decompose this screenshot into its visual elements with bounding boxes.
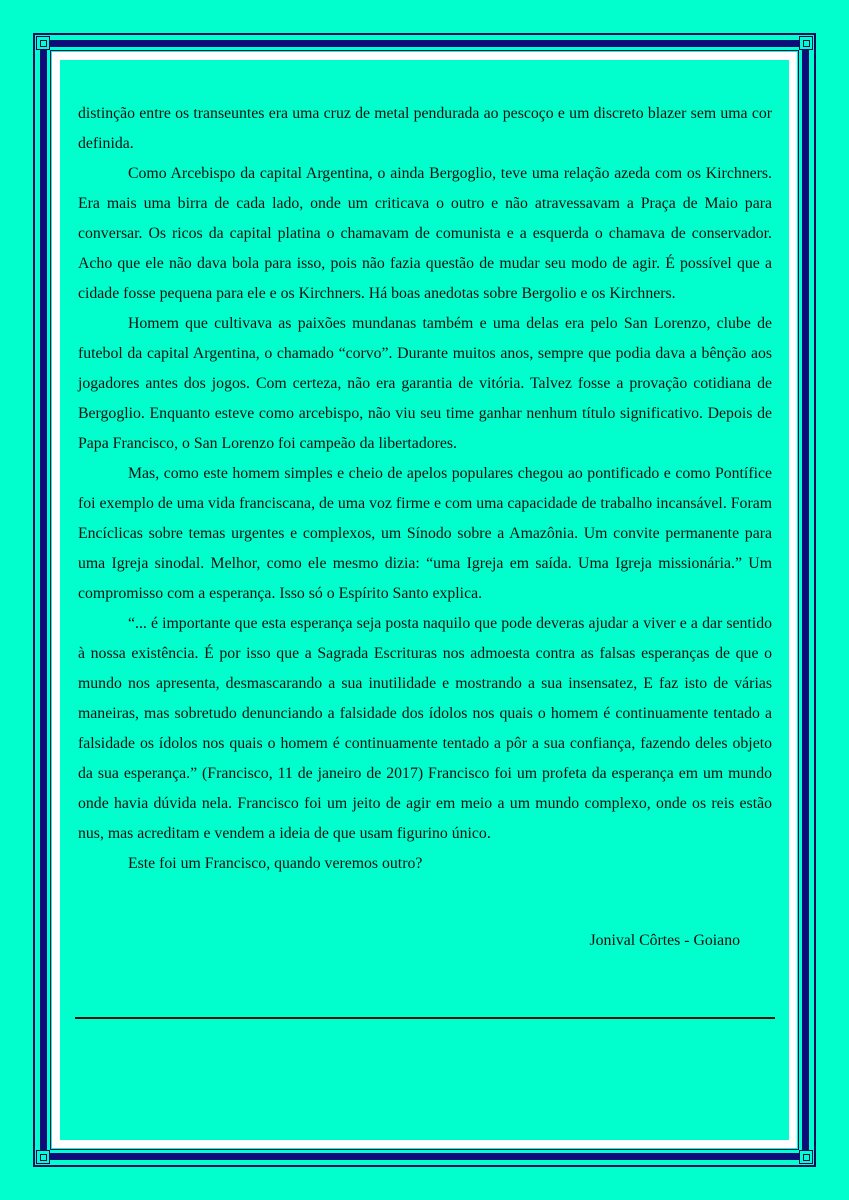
paragraph-san-lorenzo: Homem que cultivava as paixões mundanas também e uma delas era pelo San Lorenzo, clube de futebol da capital Argentina, o chamado “corvo”. Durante muitos anos, sempre que podia dava a bênção aos jogadores antes dos jogos. Com certeza, não era garantia de vitória. Talvez fosse a provação cotidiana de Bergoglio. Enquanto esteve como arcebispo, não viu seu time ganhar nenhum título significativo. Depois de Papa Francisco, o San Lorenzo foi campeão da libertadores. bbox=[78, 315, 772, 452]
author-signature: Jonival Côrtes - Goiano bbox=[589, 932, 740, 949]
paragraph-kirchners: Como Arcebispo da capital Argentina, o ainda Bergoglio, teve uma relação azeda com os Kirchners. Era mais uma birra de cada lado, onde um criticava o outro e não atravessavam a Praça de Maio para conversar. Os ricos da capital platina o chamavam de comunista e a esquerda o chamava de conservador. Acho que ele não dava bola para isso, pois não fazia questão de mudar seu modo de agir. É possível que a cidade fosse pequena para ele e os Kirchners. Há boas anedotas sobre Bergolio e os Kirchners. bbox=[78, 165, 772, 302]
border-corner-top-right bbox=[799, 36, 813, 50]
paragraph-continuation: distinção entre os transeuntes era uma cruz de metal pendurada ao pescoço e um discreto blazer sem uma cor definida. bbox=[78, 105, 772, 152]
border-corner-bottom-right bbox=[799, 1150, 813, 1164]
paragraph-pontificate: Mas, como este homem simples e cheio de apelos populares chegou ao pontificado e como Pontífice foi exemplo de uma vida franciscana, de uma voz firme e com uma capacidade de trabalho incansável. Foram Encíclicas sobre temas urgentes e complexos, um Sínodo sobre a Amazônia. Um convite permanente para uma Igreja sinodal. Melhor, como ele mesmo dizia: “uma Igreja em saída. Uma Igreja missionária.” Um compromisso com a esperança. Isso só o Espírito Santo explica. bbox=[78, 465, 772, 602]
paragraph-quote: “... é importante que esta esperança seja posta naquilo que pode deveras ajudar a viver e a dar sentido à nossa existência. É por isso que a Sagrada Escrituras nos admoesta contra as falsas esperanças de que o mundo nos apresenta, desmascarando a sua inutilidade e mostrando a sua insensatez, E faz isto de várias maneiras, mas sobretudo denunciando a falsidade dos ídolos nos quais o homem é continuamente tentado a falsidade os ídolos nos quais o homem é continuamente tentado a pôr a sua confiança, fazendo deles objeto da sua esperança.” (Francisco, 11 de janeiro de 2017) Francisco foi um profeta da esperança em um mundo onde havia dúvida nela. Francisco foi um jeito de agir em meio a um mundo complexo, onde os reis estão nus, mas acreditam e vendem a ideia de que usam figurino único. bbox=[78, 615, 772, 842]
border-corner-bottom-left bbox=[36, 1150, 50, 1164]
divider-line bbox=[75, 1017, 775, 1019]
border-corner-top-left bbox=[36, 36, 50, 50]
article-body bbox=[78, 99, 772, 879]
paragraph-closing: Este foi um Francisco, quando veremos outro? bbox=[128, 855, 423, 872]
